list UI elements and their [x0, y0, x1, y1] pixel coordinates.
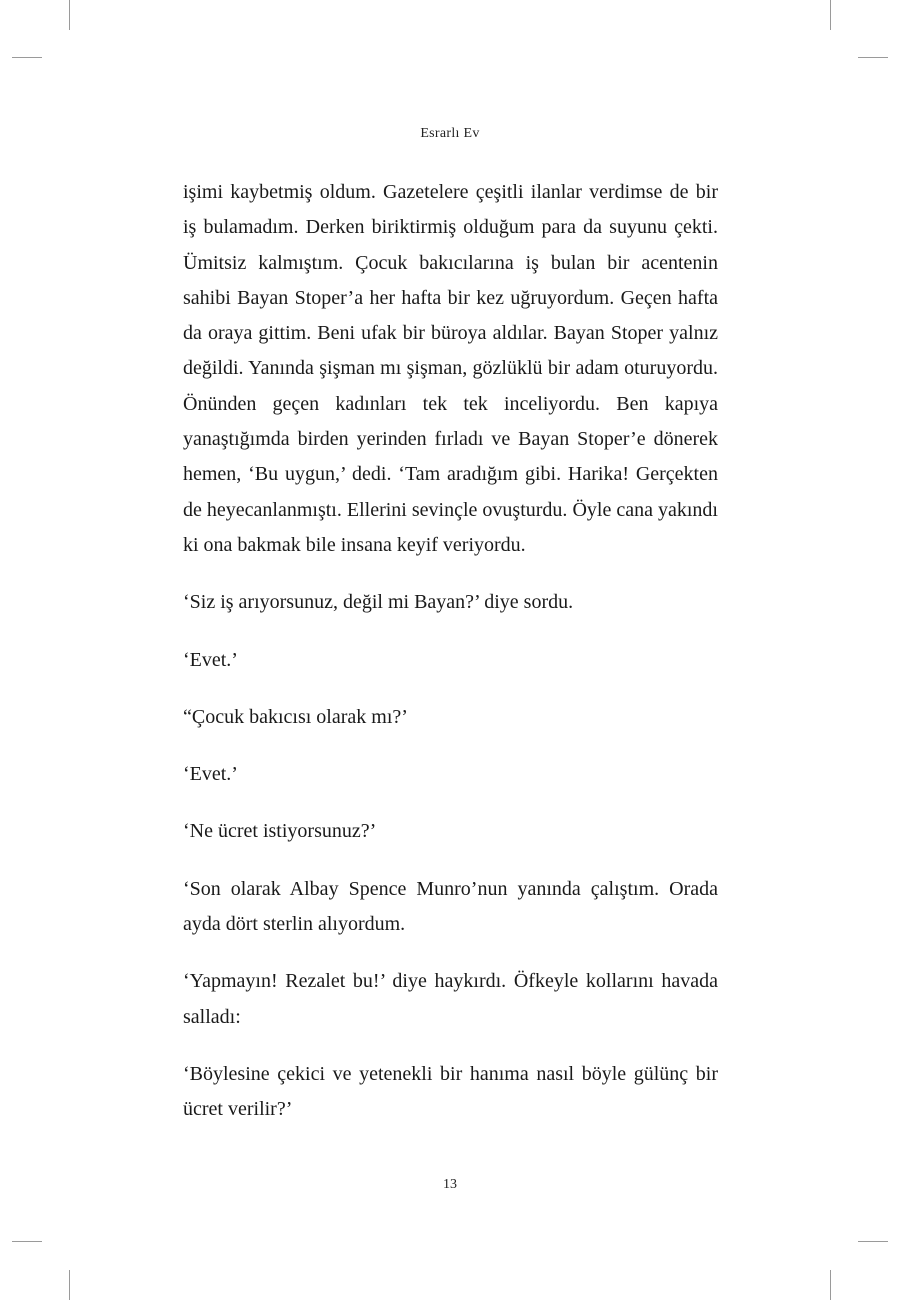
paragraph: ‘Böylesine çekici ve yetenekli bir hanıma nasıl böyle gülünç bir ücret verilir?’	[183, 1062, 718, 1121]
paragraph: ‘Evet.’	[183, 763, 238, 786]
paragraph: ‘Ne ücret istiyorsunuz?’	[183, 820, 377, 843]
crop-mark-top-left-horizontal	[12, 57, 42, 58]
crop-mark-top-right-horizontal	[858, 57, 888, 58]
crop-mark-bottom-left-horizontal	[12, 1241, 42, 1242]
paragraph: işimi kaybetmiş oldum. Gazetelere çeşitli ilanlar verdimse de bir iş bulamadım. Derken biriktirmiş olduğum para da suyunu çekti. Ümitsiz kalmıştım. Çocuk bakıcılarına iş bulan bir acentenin sahibi Bayan Stoper’a her hafta bir kez uğruyordum. Geçen hafta da oraya gittim. Beni ufak bir büroya aldılar. Bayan Stoper yalnız değildi. Yanında şişman mı şişman, gözlüklü bir adam oturuyordu. Önünden geçen kadınları tek tek inceliyordu. Ben kapıya yanaştığımda birden yerinden fırladı ve Bayan Stoper’e dönerek hemen, ‘Bu uygun,’ dedi. ‘Tam aradığım gibi. Harika! Gerçekten de heyecanlanmıştı. Ellerini sevinçle ovuşturdu. Öyle cana yakındı ki ona bakmak bile insana keyif veriyordu.	[183, 181, 718, 556]
paragraph: “Çocuk bakıcısı olarak mı?’	[183, 705, 408, 728]
body-text	[183, 175, 718, 1150]
paragraph: ‘Yapmayın! Rezalet bu!’ diye haykırdı. Öfkeyle kollarını havada salladı:	[183, 970, 718, 1028]
running-head: Esrarlı Ev	[420, 126, 480, 141]
paragraph: ‘Son olarak Albay Spence Munro’nun yanında çalıştım. Orada ayda dört sterlin alıyordum.	[183, 877, 718, 936]
paragraph: ‘Siz iş arıyorsunuz, değil mi Bayan?’ diye sordu.	[183, 591, 574, 614]
paragraph: ‘Evet.’	[183, 648, 238, 671]
page-number: 13	[443, 1177, 457, 1192]
crop-mark-bottom-right-horizontal	[858, 1241, 888, 1242]
crop-mark-bottom-right-vertical	[830, 1270, 831, 1300]
crop-mark-top-right-vertical	[830, 0, 831, 30]
crop-mark-bottom-left-vertical	[69, 1270, 70, 1300]
crop-mark-top-left-vertical	[69, 0, 70, 30]
